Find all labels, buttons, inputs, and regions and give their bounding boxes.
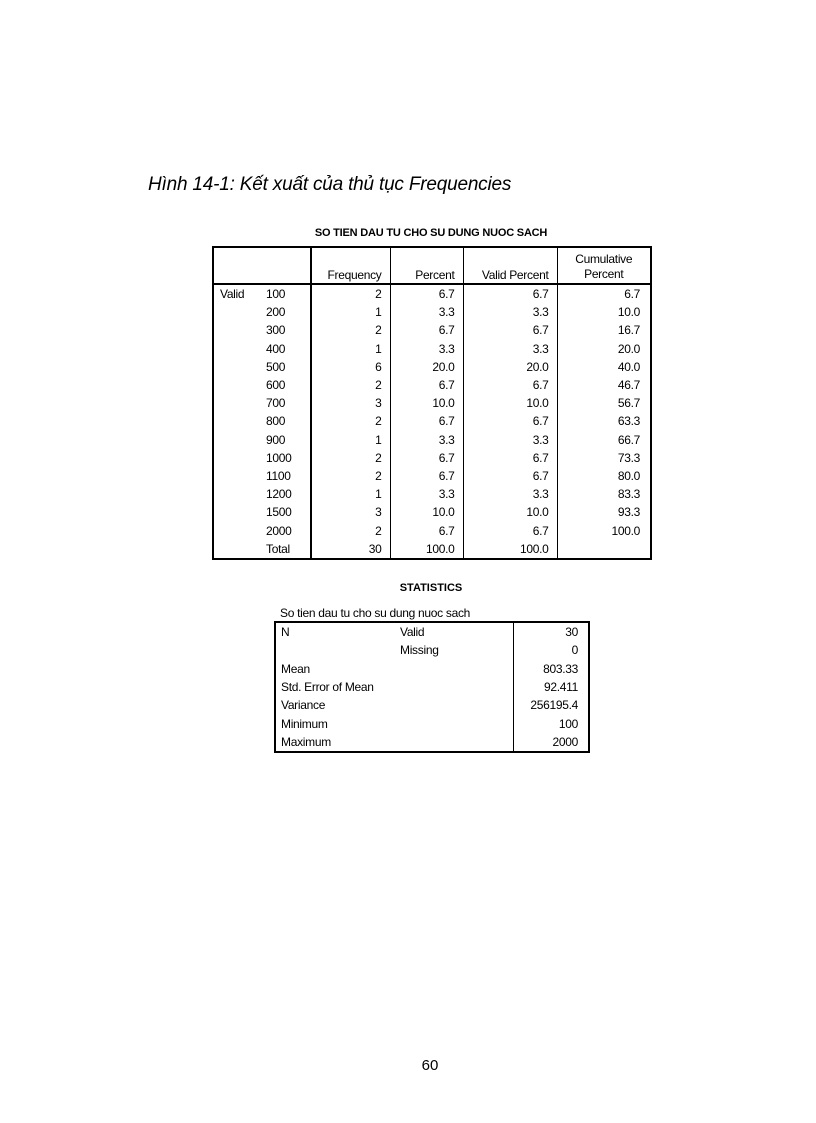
- row-cumulative-percent: 83.3: [617, 487, 640, 502]
- statistics-table-body: [275, 622, 589, 752]
- row-valid-percent: 6.7: [463, 284, 557, 303]
- row-value: 700: [265, 394, 311, 412]
- row-value: 400: [265, 340, 311, 358]
- row-valid-percent: 6.7: [463, 321, 557, 339]
- row-cumulative-percent: 80.0: [617, 468, 640, 483]
- row-cumulative-percent: 63.3: [617, 414, 640, 429]
- row-cumulative-percent: 40.0: [617, 359, 640, 374]
- stat-label: Mean: [281, 661, 310, 676]
- frequency-row: [213, 412, 651, 430]
- row-value: 100: [265, 284, 311, 303]
- stat-label: Minimum: [281, 716, 328, 731]
- frequency-row: [213, 540, 651, 559]
- header-blank-value: [265, 247, 311, 284]
- stat-sub-label: [395, 714, 513, 732]
- stat-label: [275, 641, 395, 659]
- row-cumulative-percent: 20.0: [617, 341, 640, 356]
- statistics-row: [275, 678, 589, 696]
- row-frequency: 2: [311, 321, 390, 339]
- statistics-row: [275, 696, 589, 714]
- row-frequency: 2: [311, 467, 390, 485]
- row-percent: 20.0: [390, 358, 463, 376]
- row-percent: 100.0: [390, 540, 463, 559]
- frequency-row: [213, 485, 651, 503]
- frequency-table: [212, 246, 652, 560]
- row-percent: 6.7: [390, 521, 463, 539]
- stat-sub-label: [395, 696, 513, 714]
- row-percent: 6.7: [390, 321, 463, 339]
- row-value: 1200: [265, 485, 311, 503]
- frequency-table-header: [213, 247, 651, 284]
- row-frequency: 1: [311, 340, 390, 358]
- frequency-table-body: [213, 284, 651, 559]
- frequency-row: [213, 521, 651, 539]
- stat-value: 100: [513, 714, 589, 732]
- row-valid-percent: 6.7: [463, 467, 557, 485]
- statistics-table: [274, 621, 590, 753]
- row-percent: 3.3: [390, 431, 463, 449]
- frequency-row: [213, 431, 651, 449]
- row-valid-percent: 6.7: [463, 521, 557, 539]
- stat-sub-label: Valid: [400, 625, 425, 640]
- row-group-label: [213, 449, 265, 467]
- row-cumulative-percent: 56.7: [617, 396, 640, 411]
- row-frequency: 2: [311, 412, 390, 430]
- frequency-row: [213, 503, 651, 521]
- row-group-label: [213, 303, 265, 321]
- row-percent: 10.0: [390, 394, 463, 412]
- stat-value: 30: [513, 622, 589, 641]
- row-cumulative-percent: 100.0: [611, 523, 640, 538]
- row-group-label: [213, 485, 265, 503]
- row-group-label: [213, 376, 265, 394]
- row-group-label: [213, 321, 265, 339]
- row-percent: 10.0: [390, 503, 463, 521]
- frequency-table-title: SO TIEN DAU TU CHO SU DUNG NUOC SACH: [314, 227, 548, 239]
- frequency-row: [213, 449, 651, 467]
- row-valid-percent: 6.7: [463, 449, 557, 467]
- header-cumulative-percent: Cumulative Percent: [575, 252, 633, 281]
- row-percent: 3.3: [390, 485, 463, 503]
- row-percent: 6.7: [390, 284, 463, 303]
- row-value: 200: [265, 303, 311, 321]
- row-frequency: 3: [311, 503, 390, 521]
- row-cumulative-percent: 66.7: [617, 432, 640, 447]
- stat-value: 256195.4: [513, 696, 589, 714]
- row-group-label: [213, 467, 265, 485]
- row-group-label: [213, 412, 265, 430]
- row-valid-percent: 20.0: [463, 358, 557, 376]
- row-frequency: 2: [311, 449, 390, 467]
- row-percent: 6.7: [390, 412, 463, 430]
- row-frequency: 2: [311, 376, 390, 394]
- row-frequency: 3: [311, 394, 390, 412]
- stat-sub-label: Missing: [400, 643, 439, 658]
- row-frequency: 30: [311, 540, 390, 559]
- stat-label: Variance: [281, 698, 326, 713]
- row-percent: 6.7: [390, 449, 463, 467]
- frequency-row: [213, 467, 651, 485]
- row-valid-percent: 6.7: [463, 376, 557, 394]
- frequency-row: [213, 303, 651, 321]
- row-cumulative-percent: 16.7: [617, 323, 640, 338]
- row-value: 1000: [265, 449, 311, 467]
- row-frequency: 1: [311, 303, 390, 321]
- row-value: Total: [265, 540, 311, 559]
- row-frequency: 6: [311, 358, 390, 376]
- stat-sub-label: [395, 660, 513, 678]
- row-value: 300: [265, 321, 311, 339]
- row-valid-percent: 10.0: [463, 394, 557, 412]
- row-valid-percent: 100.0: [463, 540, 557, 559]
- stat-sub-label: [395, 678, 513, 696]
- row-value: 1500: [265, 503, 311, 521]
- row-value: 800: [265, 412, 311, 430]
- row-cumulative-percent: 93.3: [617, 505, 640, 520]
- row-percent: 3.3: [390, 340, 463, 358]
- header-frequency: Frequency: [311, 247, 390, 284]
- stat-value: 92.411: [513, 678, 589, 696]
- frequency-row: [213, 376, 651, 394]
- frequency-row: [213, 321, 651, 339]
- row-frequency: 1: [311, 485, 390, 503]
- header-percent: Percent: [390, 247, 463, 284]
- frequency-row: [213, 340, 651, 358]
- statistics-subtitle: So tien dau tu cho su dung nuoc sach: [280, 606, 471, 620]
- row-value: 2000: [265, 521, 311, 539]
- row-valid-percent: 3.3: [463, 303, 557, 321]
- row-value: 600: [265, 376, 311, 394]
- row-group-label: [213, 358, 265, 376]
- row-value: 1100: [265, 467, 311, 485]
- row-cumulative-percent: [557, 540, 651, 559]
- row-group-label: [213, 431, 265, 449]
- stat-value: 0: [513, 641, 589, 659]
- stat-label: Maximum: [281, 734, 331, 749]
- page-number: 60: [421, 1057, 439, 1074]
- row-percent: 6.7: [390, 467, 463, 485]
- row-cumulative-percent: 73.3: [617, 450, 640, 465]
- statistics-row: [275, 660, 589, 678]
- figure-caption: Hình 14-1: Kết xuất của thủ tục Frequencies: [148, 174, 512, 195]
- row-group-label: [213, 521, 265, 539]
- row-value: 500: [265, 358, 311, 376]
- row-group-label: [213, 503, 265, 521]
- row-valid-percent: 10.0: [463, 503, 557, 521]
- statistics-row: [275, 733, 589, 752]
- row-valid-percent: 3.3: [463, 485, 557, 503]
- row-valid-percent: 3.3: [463, 340, 557, 358]
- statistics-row: [275, 714, 589, 732]
- row-percent: 3.3: [390, 303, 463, 321]
- row-percent: 6.7: [390, 376, 463, 394]
- frequency-row: [213, 358, 651, 376]
- row-value: 900: [265, 431, 311, 449]
- row-group-label: [213, 340, 265, 358]
- frequency-row: [213, 284, 651, 303]
- frequency-row: [213, 394, 651, 412]
- row-valid-percent: 3.3: [463, 431, 557, 449]
- stat-sub-label: [395, 733, 513, 752]
- row-frequency: 2: [311, 284, 390, 303]
- statistics-title: STATISTICS: [399, 582, 463, 594]
- row-valid-percent: 6.7: [463, 412, 557, 430]
- stat-label: Std. Error of Mean: [281, 680, 374, 695]
- statistics-row: [275, 622, 589, 641]
- row-frequency: 1: [311, 431, 390, 449]
- row-cumulative-percent: 10.0: [617, 305, 640, 320]
- row-group-label: [213, 540, 265, 559]
- row-cumulative-percent: 46.7: [617, 378, 640, 393]
- header-valid-percent: Valid Percent: [463, 247, 557, 284]
- header-blank-label: [213, 247, 265, 284]
- row-group-label: [213, 394, 265, 412]
- stat-value: 803.33: [513, 660, 589, 678]
- row-group-label: Valid: [220, 287, 245, 302]
- stat-label: N: [281, 625, 290, 640]
- statistics-row: [275, 641, 589, 659]
- row-cumulative-percent: 6.7: [624, 287, 640, 302]
- stat-value: 2000: [513, 733, 589, 752]
- row-frequency: 2: [311, 521, 390, 539]
